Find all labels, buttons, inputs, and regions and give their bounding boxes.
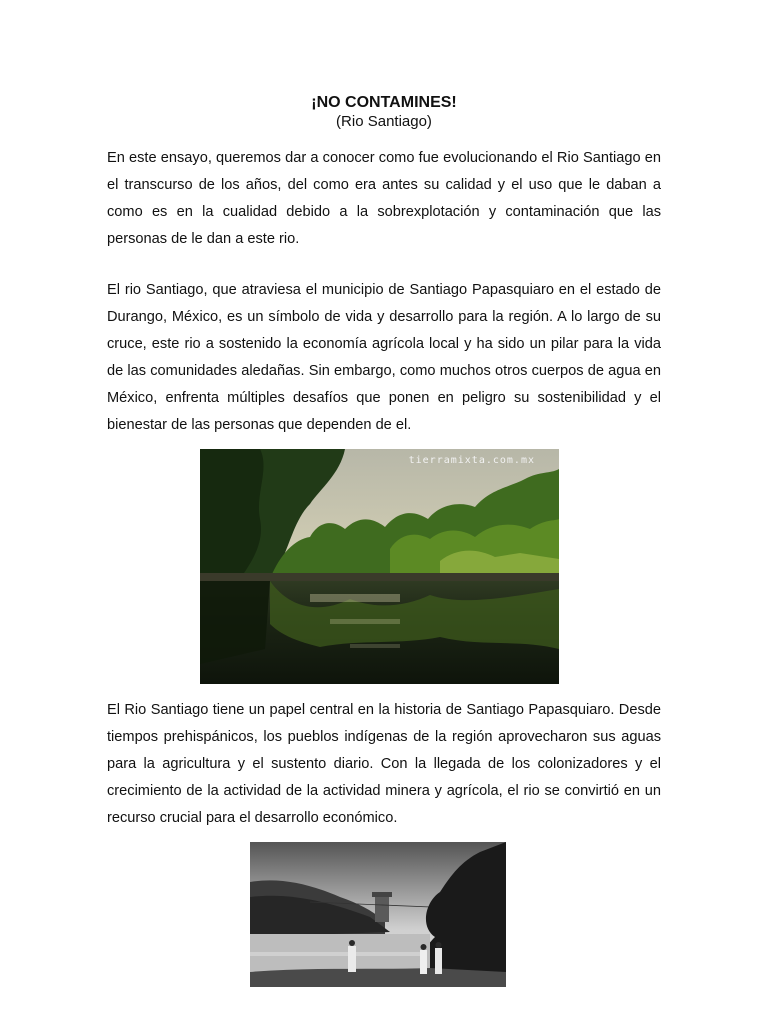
document-title: ¡NO CONTAMINES!	[311, 94, 457, 111]
paragraph-intro: En este ensayo, queremos dar a conocer como fue evolucionando el Rio Santiago en el transcurso de los años, del como era antes su calidad y el uso que le daban a como es en la cualidad debido a la sobrexplotación y contaminación que las personas de le dan a este rio.	[107, 150, 661, 247]
river-photo	[200, 449, 559, 684]
paragraph-history: El Rio Santiago tiene un papel central en la historia de Santiago Papasquiaro. Desde tiempos prehispánicos, los pueblos indígenas de la región aprovecharon sus aguas para la agricultura y el sustento diario. Con la llegada de los colonizadores y el crecimiento de la actividad de la actividad minera y agrícola, el rio se convirtió en un recurso crucial para el desarrollo económico.	[107, 702, 661, 826]
document-subtitle: (Rio Santiago)	[336, 113, 432, 130]
river-photo-graphic	[200, 449, 559, 684]
photo-watermark: tierramixta.com.mx	[408, 455, 535, 466]
paragraph-description: El rio Santiago, que atraviesa el municipio de Santiago Papasquiaro en el estado de Durango, México, es un símbolo de vida y desarrollo para la región. A lo largo de su cruce, este rio a sostenido la economía agrícola local y ha sido un pilar para la vida de las comunidades aledañas. Sin embargo, como muchos otros cuerpos de agua en México, enfrenta múltiples desafíos que ponen en peligro su sostenibilidad y el bienestar de las personas que dependen de el.	[107, 282, 661, 433]
historic-river-photo-graphic	[250, 842, 506, 987]
historic-river-photo	[250, 842, 506, 987]
